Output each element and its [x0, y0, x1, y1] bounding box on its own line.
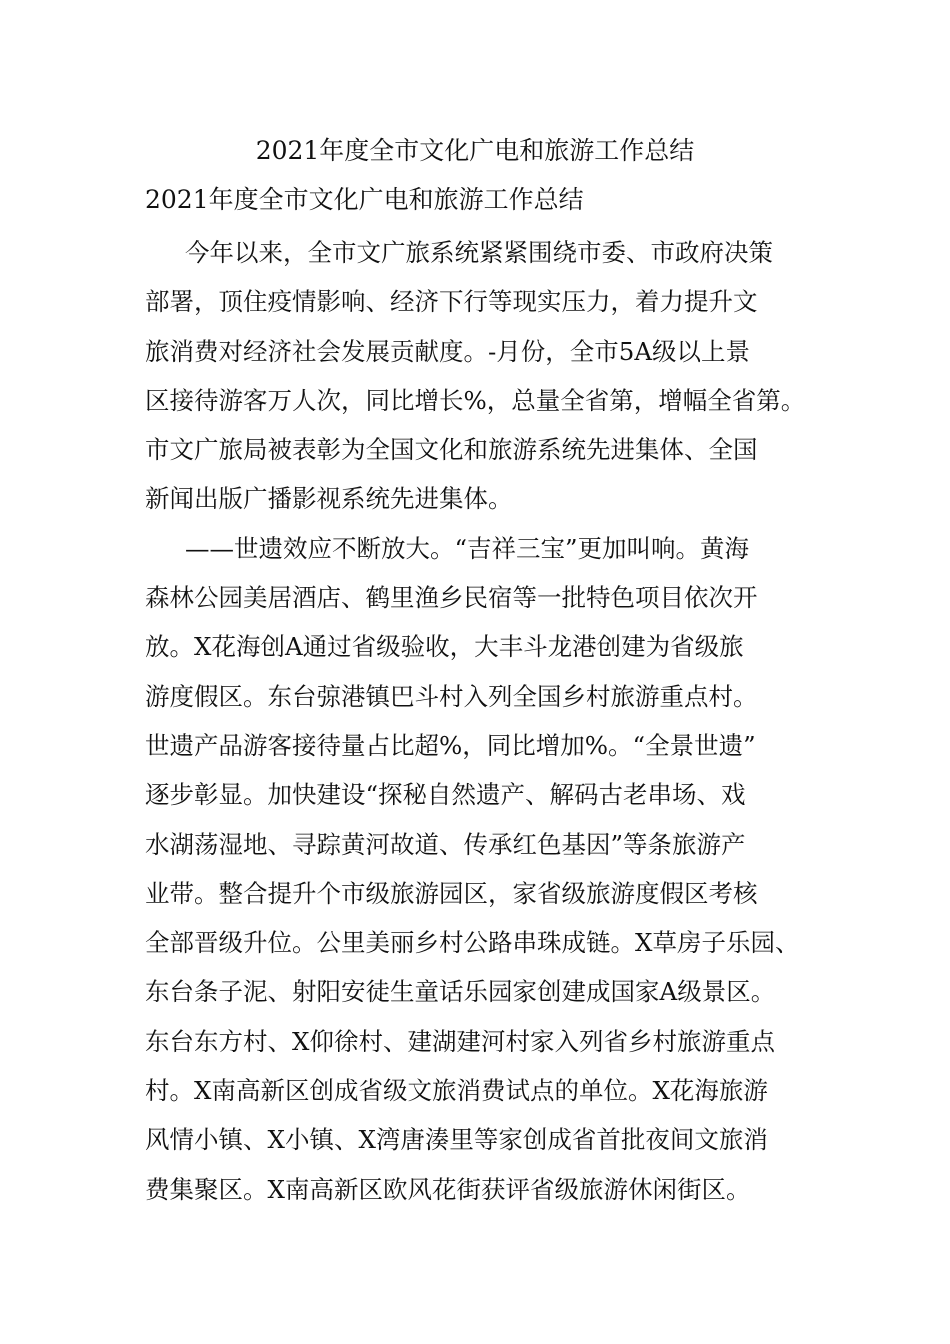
- paragraph-line: 风情小镇、X小镇、X湾唐湊里等家创成省首批夜间文旅消: [145, 1125, 768, 1155]
- paragraph-line: ——世遗效应不断放大。“吉祥三宝”更加叫响。黄海: [185, 533, 750, 563]
- paragraph-line: 旅消费对经济社会发展贡献度。-月份，全市5A级以上景: [145, 336, 751, 366]
- paragraph-line: 森林公园美居酒店、鹤里渔乡民宿等一批特色项目依次开: [145, 583, 758, 613]
- paragraph-line: 游度假区。东台弶港镇巴斗村入列全国乡村旅游重点村。: [145, 681, 758, 711]
- paragraph-line: 新闻出版广播影视系统先进集体。: [145, 484, 513, 514]
- document-title: 2021年度全市文化广电和旅游工作总结: [255, 136, 695, 165]
- paragraph-line: 区接待游客万人次，同比增长%，总量全省第，增幅全省第。: [145, 385, 806, 415]
- paragraph-line: 村。X南高新区创成省级文旅消费试点的单位。X花海旅游: [145, 1076, 768, 1106]
- paragraph-line: 放。X花海创A通过省级验收，大丰斗龙港创建为省级旅: [145, 632, 744, 662]
- paragraph-line: 逐步彰显。加快建设“探秘自然遗产、解码古老串场、戏: [145, 780, 746, 810]
- paragraph-line: 费集聚区。X南高新区欧风花街获评省级旅游休闲街区。: [145, 1174, 751, 1204]
- paragraph-line: 今年以来，全市文广旅系统紧紧围绕市委、市政府决策: [185, 238, 773, 267]
- paragraph-line: 业带。整合提升个市级旅游园区，家省级旅游度假区考核: [145, 878, 758, 908]
- paragraph-line: 市文广旅局被表彰为全国文化和旅游系统先进集体、全国: [145, 435, 758, 465]
- paragraph-line: 东台东方村、X仰徐村、建湖建河村家入列省乡村旅游重点: [145, 1026, 775, 1056]
- paragraph-line: 世遗产品游客接待量占比超%，同比增加%。“全景世遗”: [145, 730, 756, 760]
- document-body: [145, 228, 825, 1214]
- paragraph-line: 部署，顶住疫情影响、经济下行等现实压力，着力提升文: [145, 287, 758, 317]
- document-subtitle: 2021年度全市文化广电和旅游工作总结: [145, 185, 584, 214]
- paragraph-line: 水湖荡湿地、寻踪黄河故道、传承红色基因”等条旅游产: [145, 829, 746, 859]
- paragraph-line: 东台条子泥、射阳安徒生童话乐园家创建成国家A级景区。: [145, 977, 776, 1007]
- paragraph-line: 全部晋级升位。公里美丽乡村公路串珠成链。X草房子乐园、: [145, 928, 800, 958]
